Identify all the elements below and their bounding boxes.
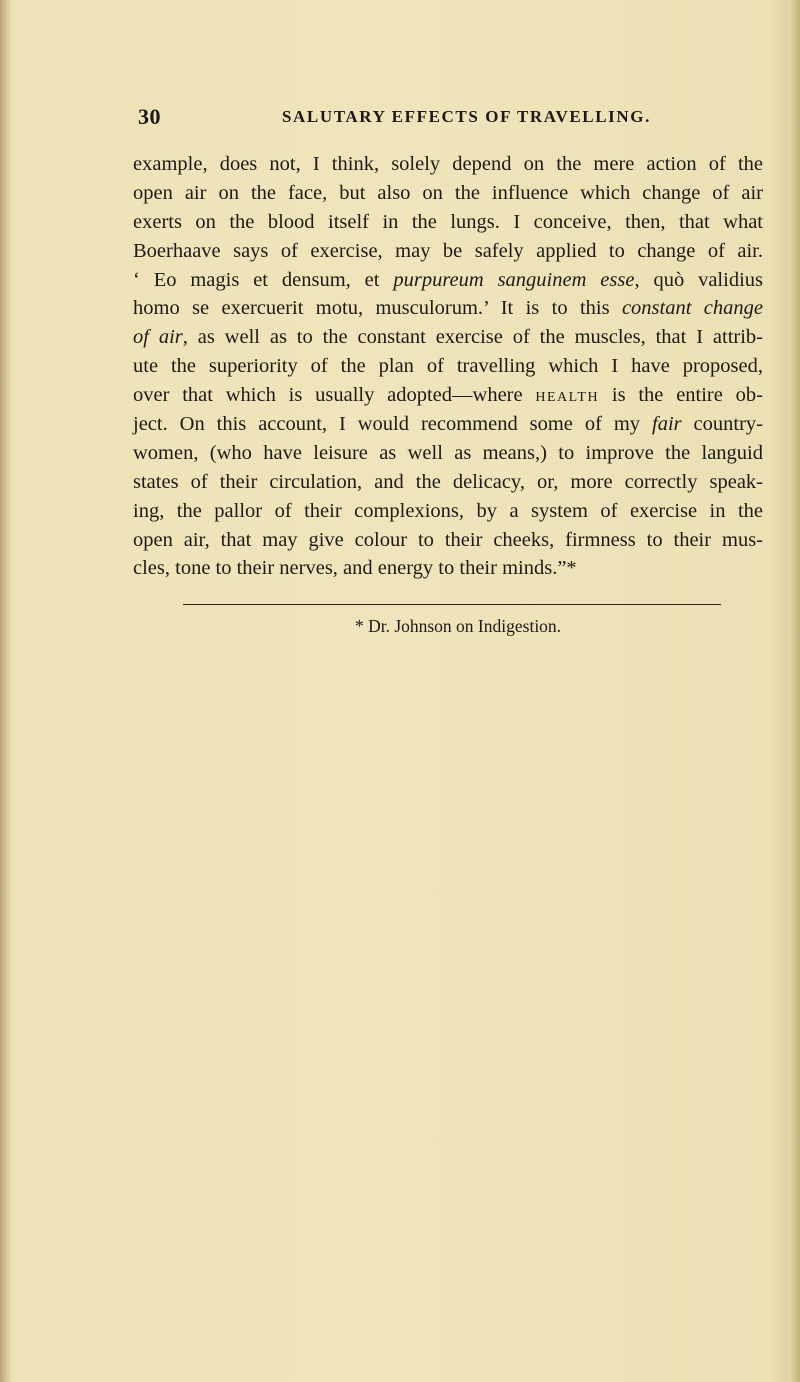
italic-phrase: constant change bbox=[621, 297, 763, 320]
text-run: cles, tone to their nerves, and energy to their minds.”* bbox=[133, 557, 577, 580]
body-paragraph bbox=[133, 150, 763, 583]
text-line bbox=[133, 381, 763, 410]
text-run: ing, the pallor of their complexions, by a system of exercise in the bbox=[133, 499, 763, 522]
text-line bbox=[133, 294, 763, 323]
text-run: states of their circulation, and the delicacy, or, more correctly speak- bbox=[133, 470, 763, 493]
text-run: over that which is usually adopted—where bbox=[133, 384, 536, 407]
text-line bbox=[133, 410, 763, 439]
text-run: is the entire ob- bbox=[599, 384, 763, 407]
text-line bbox=[133, 208, 763, 237]
text-run: open air, that may give colour to their cheeks, firmness to their mus- bbox=[133, 528, 763, 551]
text-line bbox=[133, 179, 763, 208]
running-head: SALUTARY EFFECTS OF TRAVELLING. bbox=[282, 107, 651, 126]
footnote-text: * Dr. Johnson on Indigestion. bbox=[354, 616, 562, 636]
text-line bbox=[133, 237, 763, 266]
text-run: Boerhaave says of exercise, may be safely applied to change of air. bbox=[133, 239, 763, 262]
text-line bbox=[133, 439, 763, 468]
text-run: exerts on the blood itself in the lungs. I conceive, then, that what bbox=[133, 210, 763, 233]
footnote-rule bbox=[183, 604, 721, 605]
text-line bbox=[133, 526, 763, 555]
italic-phrase: purpureum sanguinem esse bbox=[393, 268, 635, 291]
text-line bbox=[133, 497, 763, 526]
text-line bbox=[133, 266, 763, 295]
text-run: , as well as to the constant exercise of the muscles, that I attrib- bbox=[182, 326, 763, 349]
page-number: 30 bbox=[138, 104, 161, 129]
text-run: women, (who have leisure as well as means,) to improve the languid bbox=[133, 441, 763, 464]
text-run: ‘ Eo magis et densum, et bbox=[133, 268, 394, 291]
text-line bbox=[133, 323, 763, 352]
text-line bbox=[133, 150, 763, 179]
text-run: homo se exercuerit motu, musculorum.’ It is to this bbox=[133, 297, 622, 320]
text-run: ject. On this account, I would recommend some of my bbox=[133, 413, 652, 436]
text-run: country- bbox=[681, 413, 764, 436]
text-line bbox=[133, 468, 763, 497]
text-run: , quò validius bbox=[634, 268, 763, 291]
footnote bbox=[0, 616, 800, 637]
text-line bbox=[133, 352, 763, 381]
text-run: open air on the face, but also on the influence which change of air bbox=[133, 181, 763, 204]
text-run: example, does not, I think, solely depend on the mere action of the bbox=[133, 153, 763, 175]
page-header bbox=[138, 104, 658, 134]
page-binding-edge bbox=[0, 0, 10, 1382]
page-outer-edge bbox=[788, 0, 800, 1382]
text-run: ute the superiority of the plan of travelling which I have proposed, bbox=[133, 355, 763, 378]
italic-phrase: fair bbox=[652, 413, 682, 436]
small-caps-phrase: health bbox=[535, 384, 600, 407]
italic-phrase: of air bbox=[133, 326, 183, 349]
text-line bbox=[133, 554, 763, 583]
